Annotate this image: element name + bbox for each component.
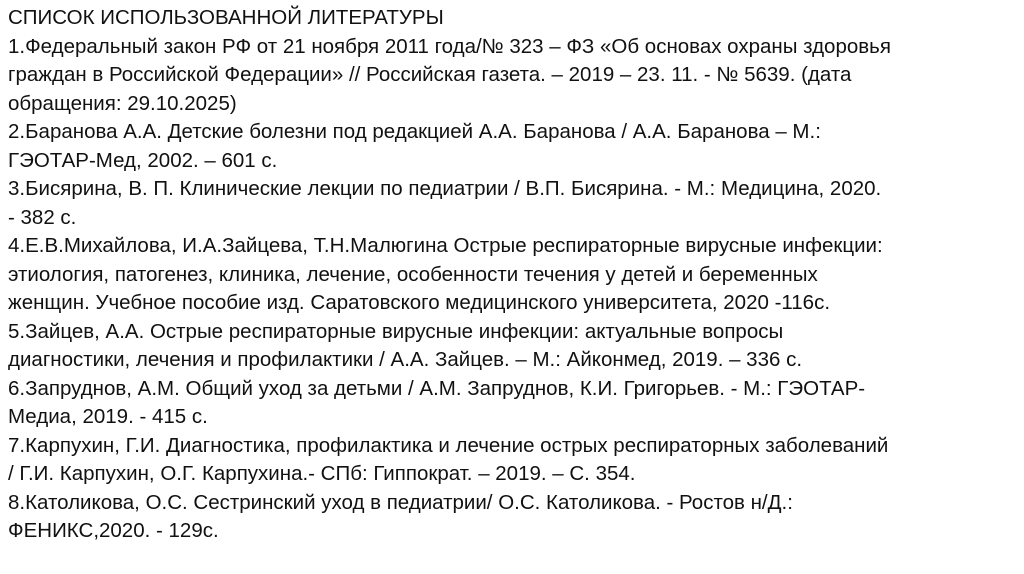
reference-line: граждан в Российской Федерации» // Российская газета. – 2019 – 23. 11. - № 5639. (дата [8,63,852,86]
reference-line: 5.Зайцев, А.А. Острые респираторные вирусные инфекции: актуальные вопросы [8,319,784,343]
reference-line: / Г.И. Карпухин, О.Г. Карпухина.- СПб: Гиппократ. – 2019. – С. 354. [8,462,636,485]
reference-line: женщин. Учебное пособие изд. Саратовского медицинского университета, 2020 -116с. [8,291,831,314]
reference-line: Медиа, 2019. - 415 с. [8,405,208,428]
reference-line: 3.Бисярина, В. П. Клинические лекции по педиатрии / В.П. Бисярина. - М.: Медицина, 2020. [8,177,882,200]
reference-line: обращения: 29.10.2025) [8,91,237,115]
reference-line: 6.Запруднов, А.М. Общий уход за детьми / А.М. Запруднов, К.И. Григорьев. - М.: ГЭОТАР- [8,376,866,400]
reference-line: ГЭОТАР-Мед, 2002. – 601 с. [8,148,278,172]
document-content [8,4,1020,546]
reference-item [8,118,1020,175]
reference-item [8,318,1020,375]
reference-line: 2.Баранова А.А. Детские болезни под редакцией А.А. Баранова / А.А. Баранова – М.: [8,120,821,143]
reference-line: 7.Карпухин, Г.И. Диагностика, профилактика и лечение острых респираторных заболеваний [8,433,889,457]
reference-item [8,375,1020,432]
reference-item [8,432,1020,489]
reference-line: диагностики, лечения и профилактики / А.А. Зайцев. – М.: Айконмед, 2019. – 336 с. [8,348,803,371]
reference-item [8,175,1020,232]
reference-line: - 382 с. [8,205,77,229]
reference-line: 4.Е.В.Михайлова, И.А.Зайцева, Т.Н.Малюгина Острые респираторные вирусные инфекции: [8,234,883,257]
reference-line: этиология, патогенез, клиника, лечение, особенности течения у детей и беременных [8,262,818,286]
reference-item [8,232,1020,318]
reference-line: 1.Федеральный закон РФ от 21 ноября 2011 года/№ 323 – ФЗ «Об основах охраны здоровья [8,34,891,58]
page-title: СПИСОК ИСПОЛЬЗОВАННОЙ ЛИТЕРАТУРЫ [8,6,444,29]
reference-list [8,33,1020,546]
reference-line: 8.Католикова, О.С. Сестринский уход в педиатрии/ О.С. Католикова. - Ростов н/Д.: [8,490,793,514]
reference-line: ФЕНИКС,2020. - 129с. [8,519,219,542]
reference-item [8,489,1020,546]
reference-item [8,33,1020,119]
